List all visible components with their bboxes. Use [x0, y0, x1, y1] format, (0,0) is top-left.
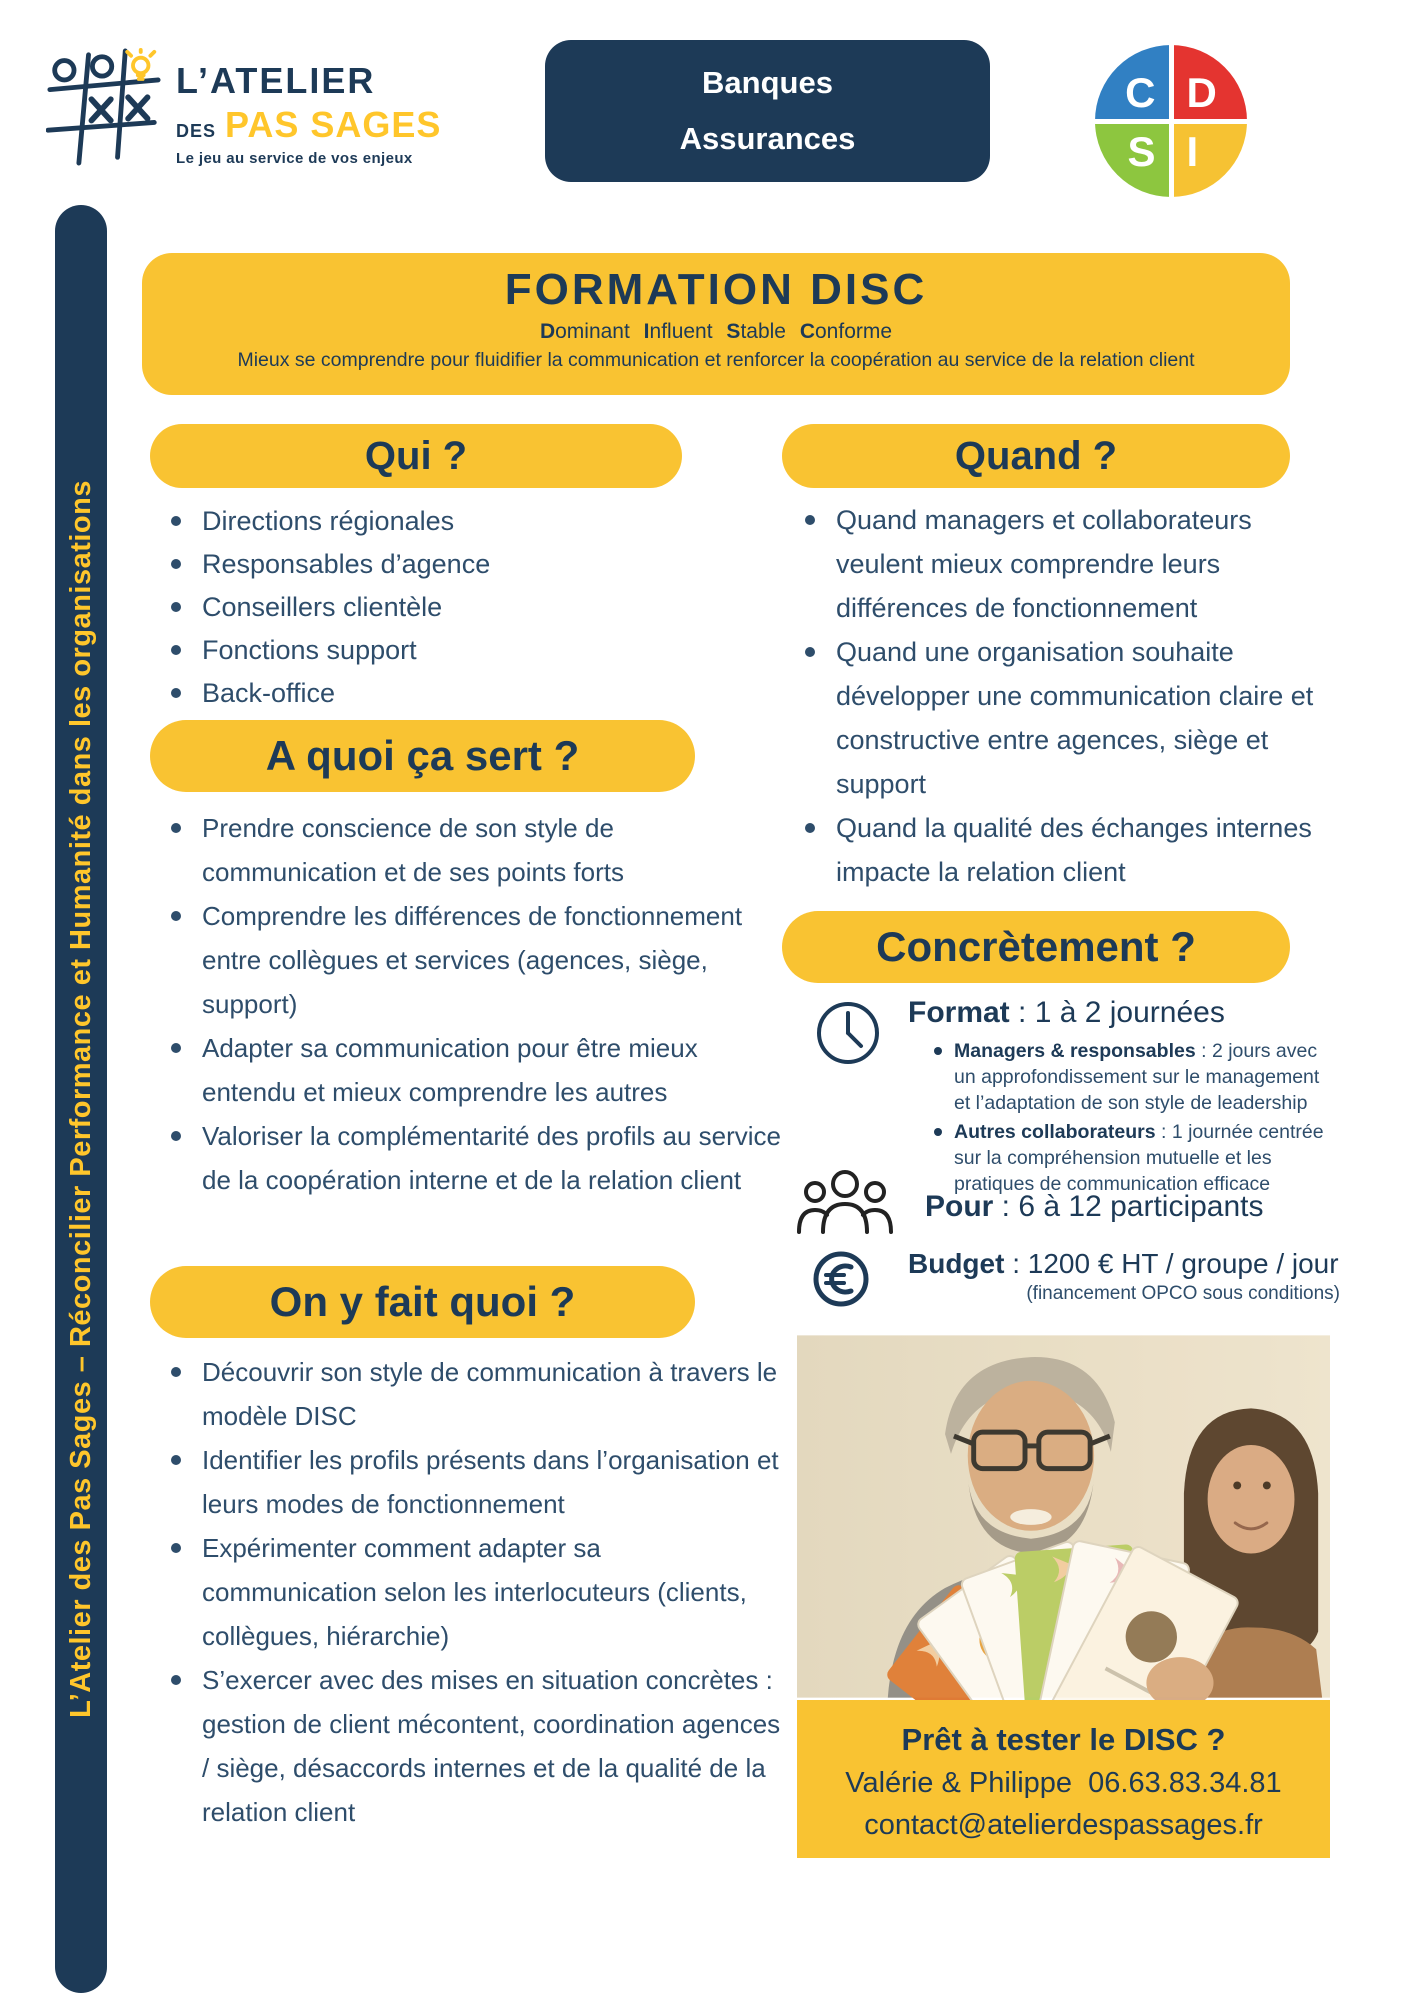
list-item: Conseillers clientèle — [158, 586, 758, 629]
pour-line: Pour : 6 à 12 participants — [925, 1190, 1264, 1223]
list-item: Managers & responsables : 2 jours avec un approfondissement sur le management et l’adaptation de son style de leadership — [932, 1038, 1340, 1116]
disc-letter-s: S — [1127, 127, 1156, 175]
quand-list — [792, 498, 1336, 894]
budget-note: (financement OPCO sous conditions) — [1026, 1283, 1340, 1304]
section-title-qui: Qui ? — [150, 424, 682, 488]
list-item: Directions régionales — [158, 500, 758, 543]
disc-letter-c: C — [1125, 68, 1156, 116]
disc-quadrant-c — [1095, 45, 1169, 119]
list-item: Fonctions support — [158, 629, 758, 672]
contact-title: Prêt à tester le DISC ? — [901, 1722, 1226, 1757]
section-title-concretement: Concrètement ? — [782, 911, 1290, 983]
vertical-sidebar — [55, 205, 107, 1993]
banner-description: Mieux se comprendre pour fluidifier la communication et renforcer la coopération au service de la relation client — [237, 349, 1195, 371]
list-item: Adapter sa communication pour être mieux entendu et mieux comprendre les autres — [158, 1026, 782, 1114]
list-item: Découvrir son style de communication à travers le modèle DISC — [158, 1350, 782, 1438]
contact-email: contact@atelierdespassages.fr — [864, 1809, 1263, 1841]
format-block — [908, 996, 1340, 1200]
budget-line: Budget : 1200 € HT / groupe / jour — [908, 1248, 1339, 1279]
disc-letter-d: D — [1186, 68, 1217, 116]
list-item: Valoriser la complémentarité des profils au service de la coopération interne et de la relation client — [158, 1114, 782, 1202]
pour-label: Pour — [925, 1190, 994, 1223]
audience-badge — [545, 40, 990, 182]
budget-block — [908, 1248, 1340, 1305]
lightbulb-icon — [127, 50, 154, 79]
disc-letter-i: I — [1186, 127, 1199, 175]
list-item: Back-office — [158, 672, 758, 715]
contact-names-phone: Valérie & Philippe 06.63.83.34.81 — [845, 1767, 1282, 1799]
disc-quadrant-i — [1174, 124, 1248, 198]
sidebar-tagline: L’Atelier des Pas Sages – Réconcilier Performance et Humanité dans les organisations — [64, 480, 97, 1718]
list-item: Quand managers et collaborateurs veulent mieux comprendre leurs différences de fonctionnement — [792, 498, 1336, 630]
clock-icon — [815, 1000, 881, 1066]
on-y-fait-list — [158, 1350, 782, 1834]
team-photo — [797, 1333, 1330, 1700]
section-title-a-quoi-ca-sert: A quoi ça sert ? — [150, 720, 695, 792]
section-title-on-y-fait-quoi: On y fait quoi ? — [150, 1266, 695, 1338]
tictactoe-logo-icon — [46, 48, 162, 166]
contact-box — [797, 1700, 1330, 1858]
logo-subtitle-small: DES — [176, 121, 217, 141]
budget-label: Budget — [908, 1248, 1005, 1279]
qui-list — [158, 500, 758, 715]
disc-quadrant-d — [1174, 45, 1248, 119]
page-title: FORMATION DISC — [504, 265, 928, 314]
logo-text — [176, 48, 441, 167]
logo-tagline: Le jeu au service de vos enjeux — [176, 150, 413, 167]
list-item: Prendre conscience de son style de communication et de ses points forts — [158, 806, 782, 894]
participants-icon — [795, 1168, 895, 1236]
a-quoi-list — [158, 806, 782, 1202]
format-label: Format — [908, 996, 1010, 1029]
company-logo — [46, 48, 441, 167]
list-item: Expérimenter comment adapter sa communication selon les interlocuteurs (clients, collègues, hiérarchie) — [158, 1526, 782, 1658]
audience-badge-line1: Banques — [702, 65, 833, 100]
euro-icon — [812, 1250, 870, 1308]
list-item: Quand la qualité des échanges internes impacte la relation client — [792, 806, 1336, 894]
disc-acronym-line: Dominant Influent Stable Conforme — [539, 320, 893, 343]
disc-wheel-logo — [1095, 45, 1247, 197]
list-item: Autres collaborateurs : 1 journée centrée sur la compréhension mutuelle et les pratiques de communication efficace — [932, 1119, 1340, 1197]
list-item: Identifier les profils présents dans l’organisation et leurs modes de fonctionnement — [158, 1438, 782, 1526]
list-item: S’exercer avec des mises en situation concrètes : gestion de client mécontent, coordination agences / siège, désaccords internes et de la qualité de la relation client — [158, 1658, 782, 1834]
list-item: Comprendre les différences de fonctionnement entre collègues et services (agences, siège, support) — [158, 894, 782, 1026]
format-details-list — [908, 1038, 1340, 1197]
disc-quadrant-s — [1095, 124, 1169, 198]
section-title-quand: Quand ? — [782, 424, 1290, 488]
list-item: Quand une organisation souhaite développer une communication claire et constructive entre agences, siège et support — [792, 630, 1336, 806]
list-item: Responsables d’agence — [158, 543, 758, 586]
main-banner — [142, 253, 1290, 395]
format-line: Format : 1 à 2 journées — [908, 996, 1225, 1029]
audience-badge-line2: Assurances — [679, 121, 856, 156]
logo-title: L’ATELIER — [176, 60, 376, 101]
logo-subtitle-main: PAS SAGES — [225, 104, 442, 145]
